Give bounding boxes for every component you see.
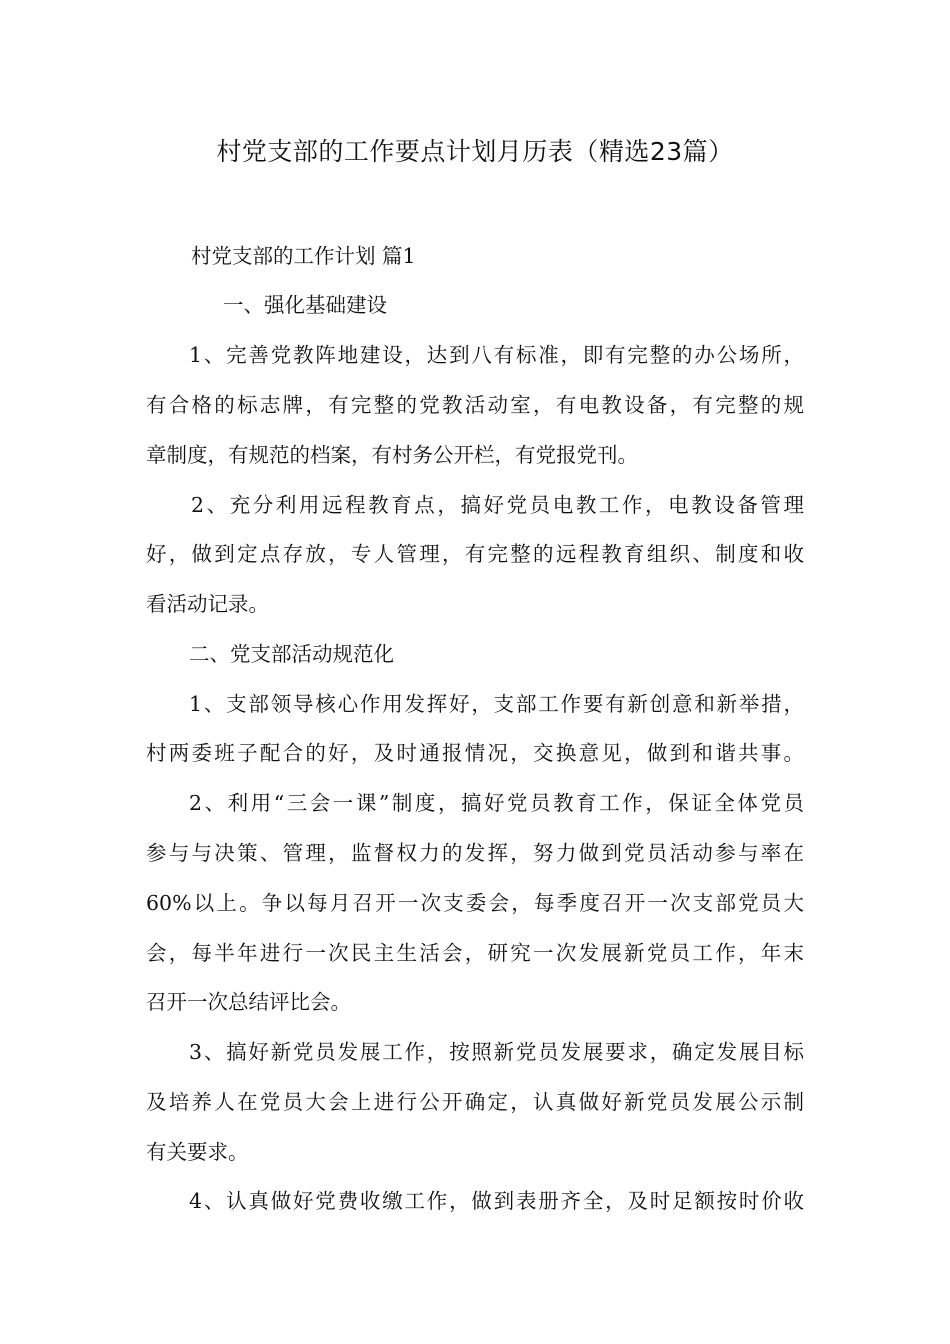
paragraph-line: 看活动记录。 [146,592,269,616]
paragraph-line: 4、认真做好党费收缴工作，做到表册齐全，及时足额按时价收 [189,1189,804,1213]
paragraph-line: 2、充分利用远程教育点，搞好党员电教工作，电教设备管理 [191,493,804,517]
paragraph-line: 3、搞好新党员发展工作，按照新党员发展要求，确定发展目标 [189,1040,804,1064]
paragraph-line: 好，做到定点存放，专人管理，有完整的远程教育组织、制度和收 [146,542,804,566]
section-heading: 村党支部的工作计划 篇1 [191,244,416,268]
paragraph-line: 召开一次总结评比会。 [146,990,351,1014]
paragraph-line: 1、完善党教阵地建设，达到八有标准，即有完整的办公场所， [189,343,804,367]
paragraph-line: 60%以上。争以每月召开一次支委会，每季度召开一次支部党员大 [146,891,804,915]
paragraph-line: 及培养人在党员大会上进行公开确定，认真做好新党员发展公示制 [146,1090,804,1114]
paragraph-line: 会，每半年进行一次民主生活会，研究一次发展新党员工作，年末 [146,941,804,965]
paragraph-line: 1、支部领导核心作用发挥好，支部工作要有新创意和新举措， [189,692,804,716]
paragraph-line: 有关要求。 [146,1140,249,1164]
document-title: 村党支部的工作要点计划月历表（精选23篇） [216,137,734,166]
section-heading: 二、党支部活动规范化 [189,642,394,666]
paragraph-line: 有合格的标志牌，有完整的党教活动室，有电教设备，有完整的规 [146,393,804,417]
subsection-heading: 一、强化基础建设 [223,293,387,317]
paragraph-line: 2、利用“三会一课”制度，搞好党员教育工作，保证全体党员 [189,791,804,815]
paragraph-line: 参与与决策、管理，监督权力的发挥，努力做到党员活动参与率在 [146,841,804,865]
paragraph-line: 章制度，有规范的档案，有村务公开栏，有党报党刊。 [146,443,638,467]
paragraph-line: 村两委班子配合的好，及时通报情况，交换意见，做到和谐共事。 [146,741,804,765]
